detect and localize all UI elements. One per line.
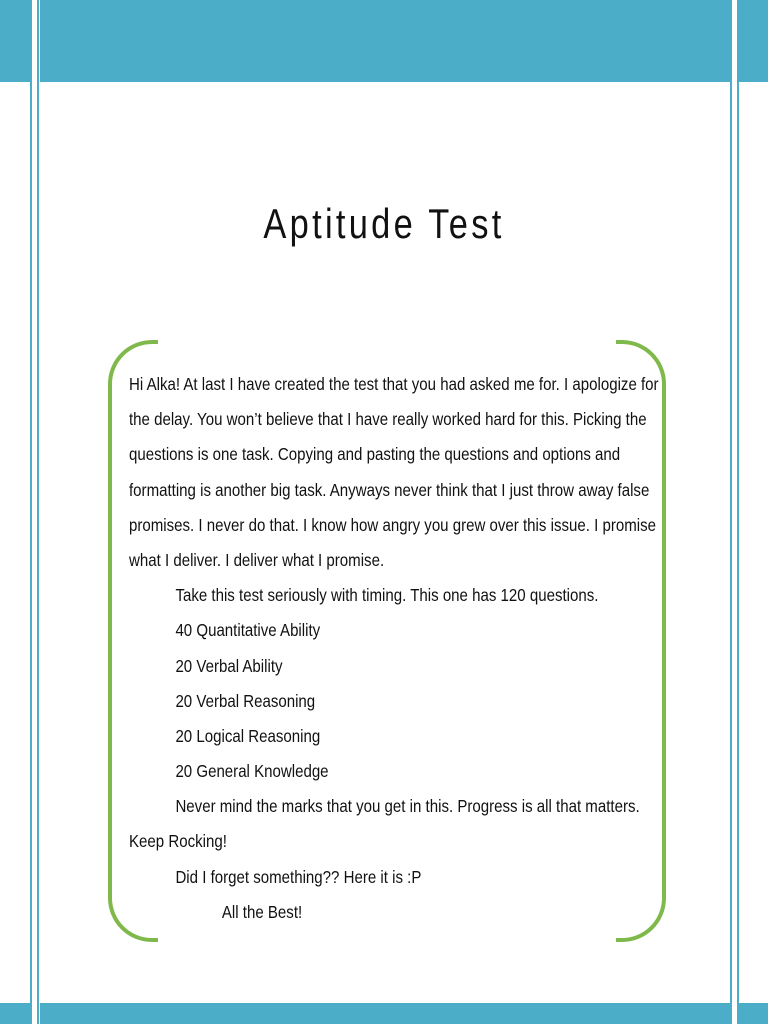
letter-line: questions is one task. Copying and pasting the questions and options and xyxy=(129,444,621,465)
letter-line: what I deliver. I deliver what I promise. xyxy=(129,549,385,570)
letter-line: promises. I never do that. I know how angry you grew over this issue. I promise xyxy=(129,514,656,535)
closing-line: Never mind the marks that you get in this. Progress is all that matters. xyxy=(175,796,640,817)
footer-bar-right xyxy=(739,1003,768,1024)
header-bar-right xyxy=(739,0,768,82)
letter-line: Hi Alka! At last I have created the test that you had asked me for. I apologize for xyxy=(129,374,659,394)
footer-bar-left xyxy=(0,1003,30,1024)
footer-bar xyxy=(40,1003,730,1024)
section-item: 20 Verbal Ability xyxy=(175,655,283,676)
section-item: 20 General Knowledge xyxy=(175,761,329,782)
page-border-right-inner xyxy=(730,0,732,1024)
section-item: 20 Logical Reasoning xyxy=(175,725,321,746)
sign-off: All the Best! xyxy=(221,901,303,922)
header-bar-left xyxy=(0,0,30,82)
letter-line: formatting is another big task. Anyways never think that I just throw away false xyxy=(129,479,650,500)
closing-line: Keep Rocking! xyxy=(129,831,227,852)
letter-line: the delay. You won’t believe that I have really worked hard for this. Picking the xyxy=(129,409,647,430)
page-border-left-inner xyxy=(37,0,39,1024)
section-item: 20 Verbal Reasoning xyxy=(175,690,316,711)
page-border-right-outer xyxy=(737,0,739,1024)
section-item: 40 Quantitative Ability xyxy=(175,620,321,641)
closing-line: Did I forget something?? Here it is :P xyxy=(175,866,422,887)
timing-line: Take this test seriously with timing. This one has 120 questions. xyxy=(175,585,599,606)
page-title: Aptitude Test xyxy=(263,200,505,247)
page-border-left-outer xyxy=(30,0,32,1024)
letter-body xyxy=(129,367,659,930)
header-bar xyxy=(40,0,730,82)
